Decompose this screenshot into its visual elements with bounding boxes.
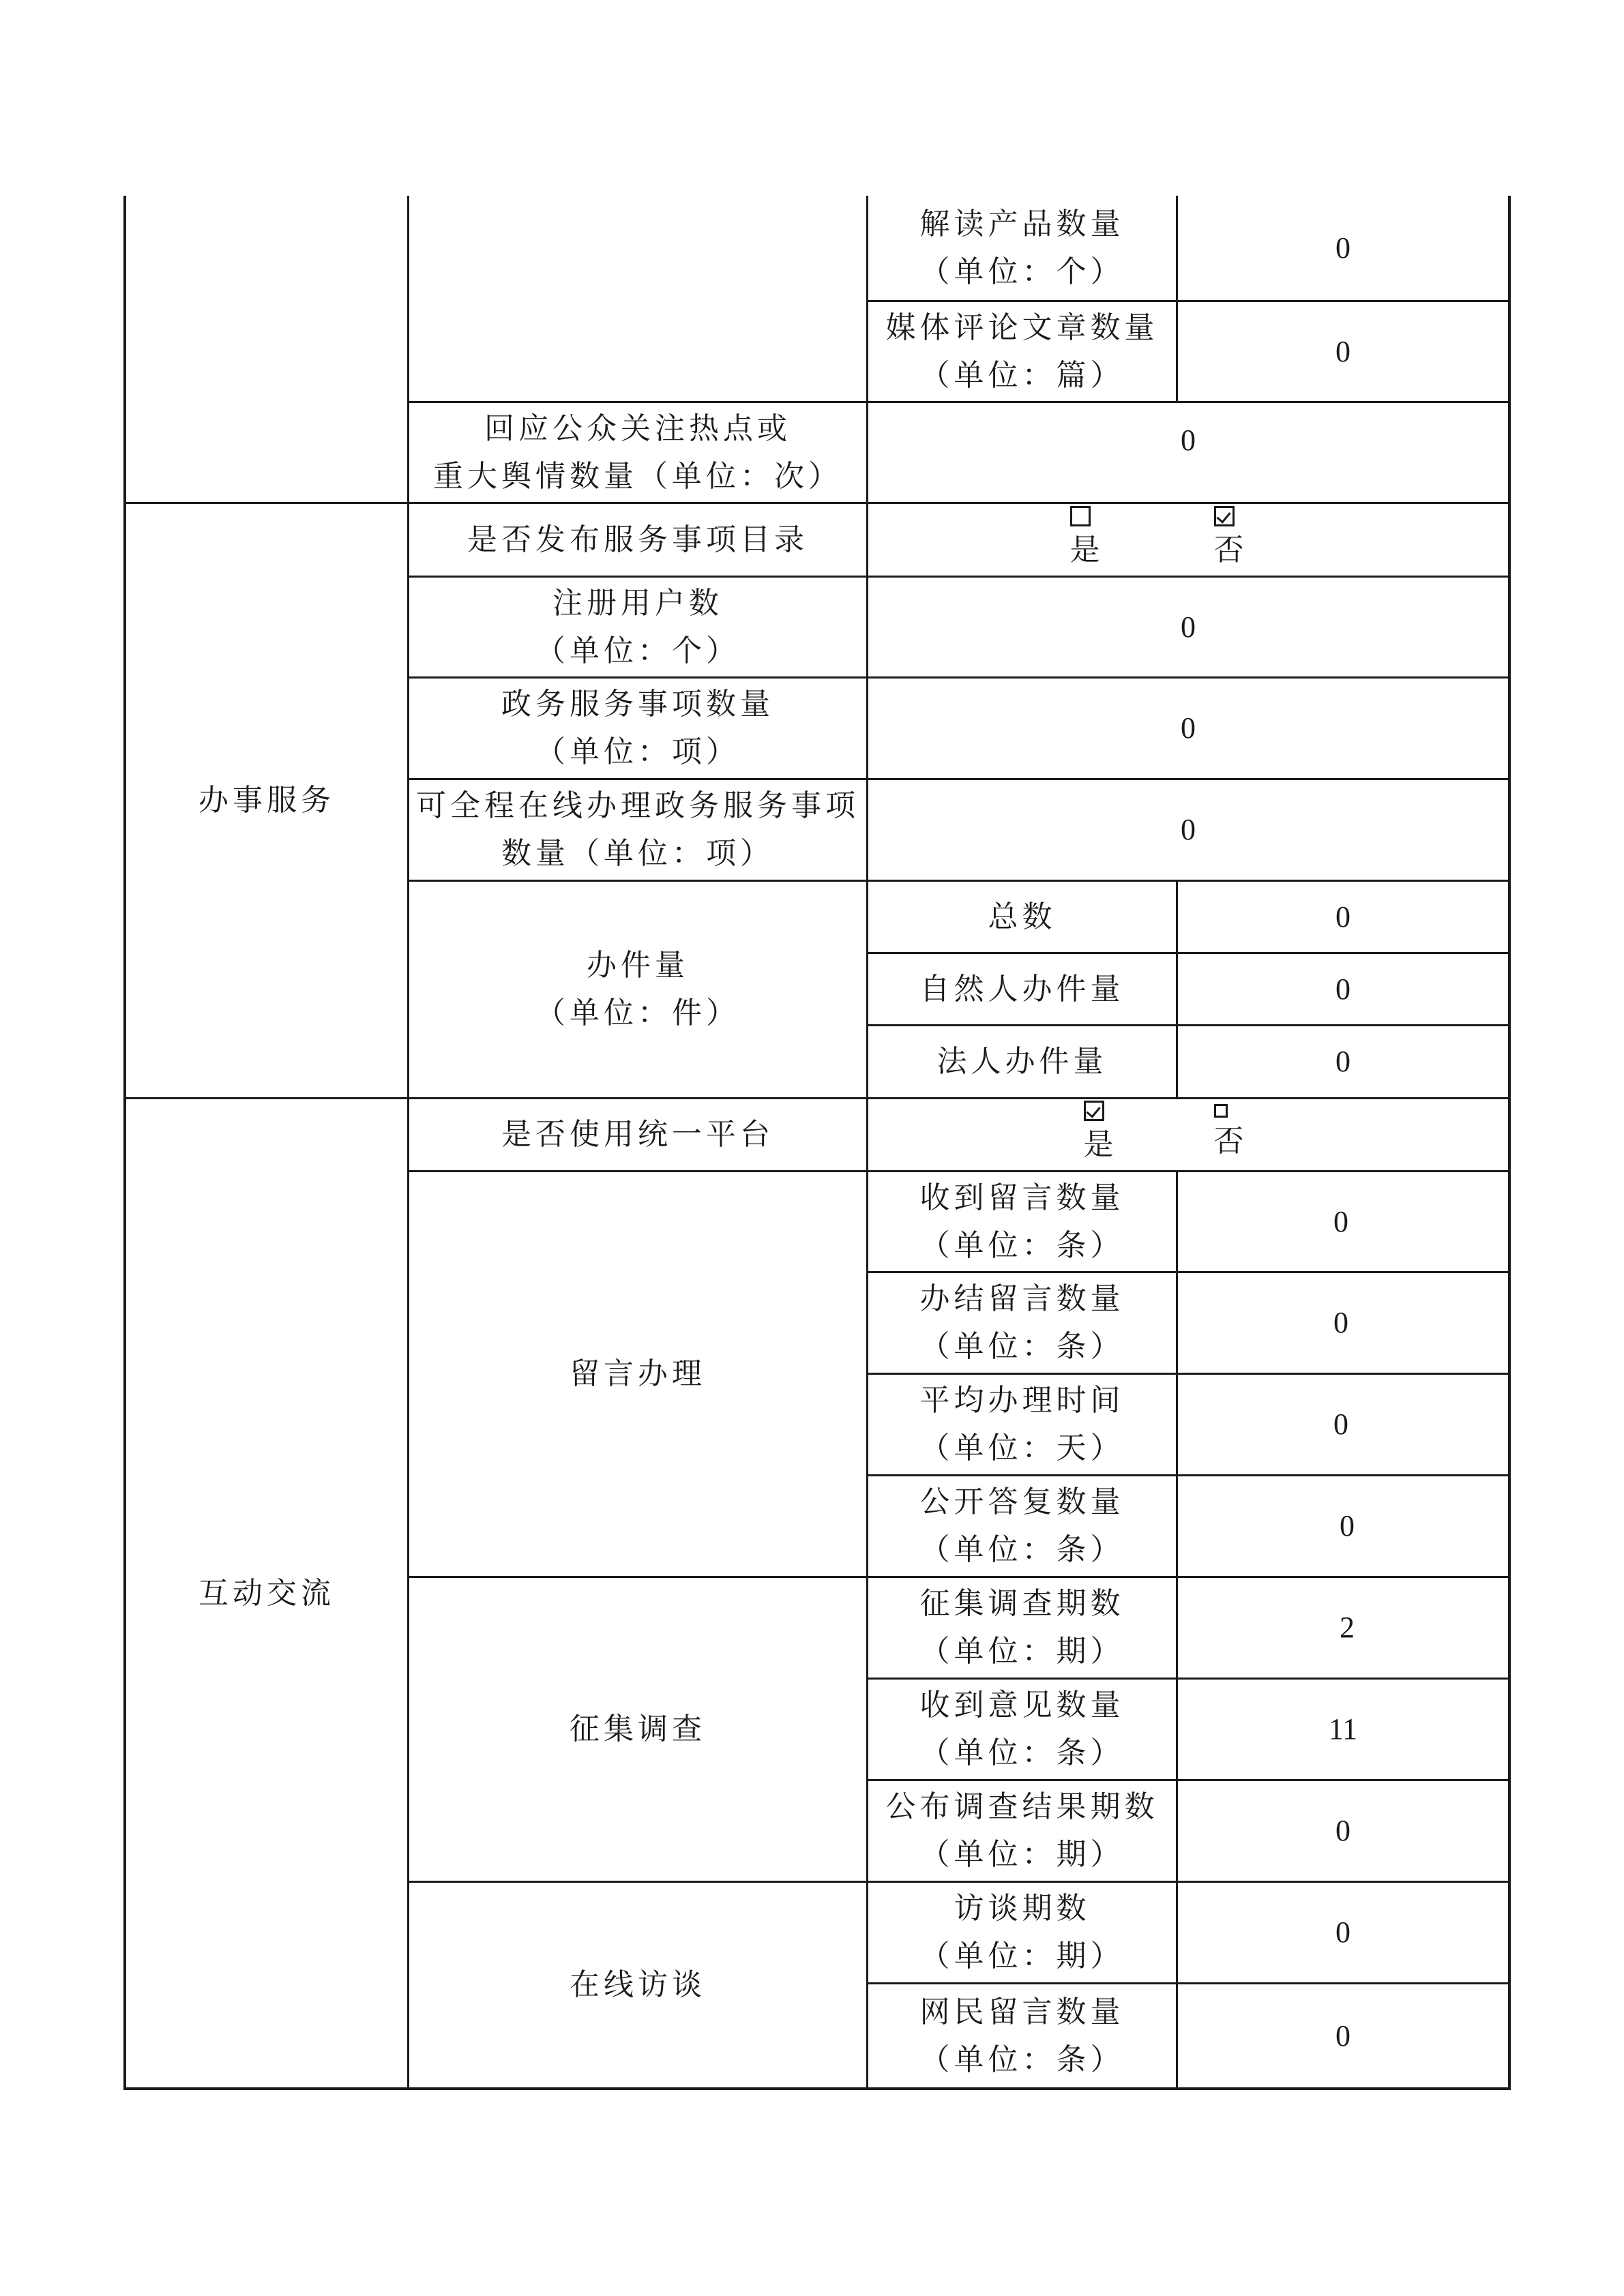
- zhengji-label: 征集调查: [570, 1712, 706, 1746]
- jiedu-unit: （单位：个）: [919, 254, 1125, 289]
- jiedu-label: 解读产品数量: [919, 206, 1125, 241]
- fangtan-periods-unit: （单位：期）: [919, 1939, 1125, 1973]
- online-line2: 数量（单位：项）: [501, 836, 774, 871]
- fangtan-messages-unit: （单位：条）: [919, 2042, 1125, 2077]
- cases-label-cell: [409, 882, 866, 1097]
- liuyan-public-unit: （单位：条）: [919, 1532, 1125, 1567]
- users-value: 0: [1181, 610, 1196, 644]
- fangtan-label: 在线访谈: [570, 1967, 706, 2002]
- platform-no-checkbox[interactable]: [1214, 1104, 1228, 1118]
- liuyan-done-label: 办结留言数量: [919, 1281, 1125, 1316]
- liuyan-public-label-cell: [868, 1476, 1176, 1576]
- fangtan-periods-value: 0: [1335, 1915, 1350, 1949]
- liuyan-received-value: 0: [1333, 1204, 1348, 1238]
- liuyan-done-unit: （单位：条）: [919, 1329, 1125, 1364]
- meiti-value: 0: [1335, 334, 1350, 368]
- meiti-label: 媒体评论文章数量: [885, 310, 1159, 345]
- liuyan-done-label-cell: [868, 1273, 1176, 1373]
- catalog-option-yes[interactable]: [1070, 506, 1102, 574]
- catalog-option-no[interactable]: [1214, 506, 1245, 574]
- catalog-options: [868, 504, 1508, 576]
- huiying-line2: 重大舆情数量（单位：次）: [433, 458, 842, 494]
- zhengji-results-label: 公布调查结果期数: [885, 1789, 1159, 1824]
- fangtan-periods-label-cell: [868, 1883, 1176, 1982]
- liuyan-avg-label-cell: [868, 1375, 1176, 1474]
- liuyan-public-label: 公开答复数量: [919, 1485, 1125, 1519]
- liuyan-avg-label: 平均办理时间: [919, 1383, 1125, 1418]
- jiedu-label-cell: [868, 196, 1176, 300]
- catalog-no-checkbox[interactable]: [1214, 506, 1235, 526]
- cases-total-value: 0: [1335, 899, 1350, 934]
- zhengji-results-value: 0: [1335, 1814, 1350, 1847]
- huiying-line1: 回应公众关注热点或: [484, 411, 791, 446]
- platform-label: 是否使用统一平台: [501, 1117, 774, 1152]
- online-line1: 可全程在线办理政务服务事项: [416, 788, 859, 823]
- platform-option-no[interactable]: [1214, 1104, 1245, 1165]
- cases-label: 办件量: [587, 948, 689, 983]
- zhengji-periods-label-cell: [868, 1578, 1176, 1678]
- online-value: 0: [1181, 813, 1196, 846]
- zhengji-results-unit: （单位：期）: [919, 1837, 1125, 1872]
- cases-unit: （单位：件）: [535, 996, 740, 1030]
- fangtan-messages-label: 网民留言数量: [919, 1994, 1125, 2029]
- zhengji-opinions-label: 收到意见数量: [919, 1688, 1125, 1723]
- cases-legal-label: 法人办件量: [936, 1044, 1108, 1079]
- table-border-bottom: [123, 2087, 1511, 2090]
- zhengji-periods-unit: （单位：期）: [919, 1634, 1125, 1669]
- jiedu-value: 0: [1335, 230, 1350, 265]
- catalog-yes-checkbox[interactable]: [1070, 506, 1091, 526]
- zhengji-opinions-unit: （单位：条）: [919, 1735, 1125, 1770]
- liuyan-received-label-cell: [868, 1172, 1176, 1271]
- cases-total-label: 总数: [988, 899, 1057, 934]
- zhengji-results-label-cell: [868, 1781, 1176, 1881]
- items-label-cell: [409, 679, 866, 778]
- catalog-yes-label: 是: [1069, 532, 1102, 567]
- meiti-unit: （单位：篇）: [919, 357, 1125, 393]
- catalog-label: 是否发布服务事项目录: [467, 522, 808, 557]
- users-label: 注册用户数: [552, 585, 723, 621]
- liuyan-received-label: 收到留言数量: [919, 1180, 1125, 1215]
- hudong-section-label: 互动交流: [198, 1575, 335, 1611]
- liuyan-public-value: 0: [1340, 1509, 1355, 1542]
- fangtan-periods-label: 访谈期数: [954, 1891, 1091, 1926]
- banshi-section-label: 办事服务: [198, 783, 335, 818]
- platform-no-label: 否: [1213, 1124, 1245, 1159]
- liuyan-avg-unit: （单位：天）: [919, 1431, 1125, 1465]
- meiti-label-cell: [868, 302, 1176, 401]
- users-label-cell: [409, 578, 866, 676]
- fangtan-messages-label-cell: [868, 1984, 1176, 2087]
- users-unit: （单位：个）: [535, 633, 740, 668]
- zhengji-opinions-label-cell: [868, 1680, 1176, 1779]
- liuyan-avg-value: 0: [1333, 1407, 1348, 1441]
- catalog-no-label: 否: [1213, 532, 1245, 567]
- platform-yes-checkbox[interactable]: [1084, 1101, 1104, 1121]
- fangtan-messages-value: 0: [1335, 2018, 1350, 2053]
- zhengji-opinions-value: 11: [1328, 1712, 1358, 1746]
- platform-options: [868, 1099, 1508, 1170]
- liuyan-done-value: 0: [1333, 1306, 1348, 1339]
- cases-natural-value: 0: [1335, 972, 1350, 1006]
- items-value: 0: [1181, 711, 1196, 745]
- liuyan-received-unit: （单位：条）: [919, 1227, 1125, 1263]
- platform-yes-label: 是: [1083, 1127, 1115, 1162]
- zhengji-periods-label: 征集调查期数: [919, 1586, 1125, 1621]
- online-label-cell: [409, 780, 866, 880]
- cases-natural-label: 自然人办件量: [919, 971, 1125, 1007]
- huiying-label-cell: [409, 403, 866, 502]
- items-label: 政务服务事项数量: [501, 687, 774, 721]
- zhengji-periods-value: 2: [1340, 1611, 1355, 1644]
- huiying-value: 0: [1181, 423, 1196, 457]
- platform-option-yes[interactable]: [1084, 1101, 1115, 1169]
- items-unit: （单位：项）: [535, 734, 740, 769]
- cases-legal-value: 0: [1335, 1045, 1350, 1078]
- liuyan-label: 留言办理: [570, 1356, 706, 1391]
- table-border-right: [1508, 196, 1511, 2090]
